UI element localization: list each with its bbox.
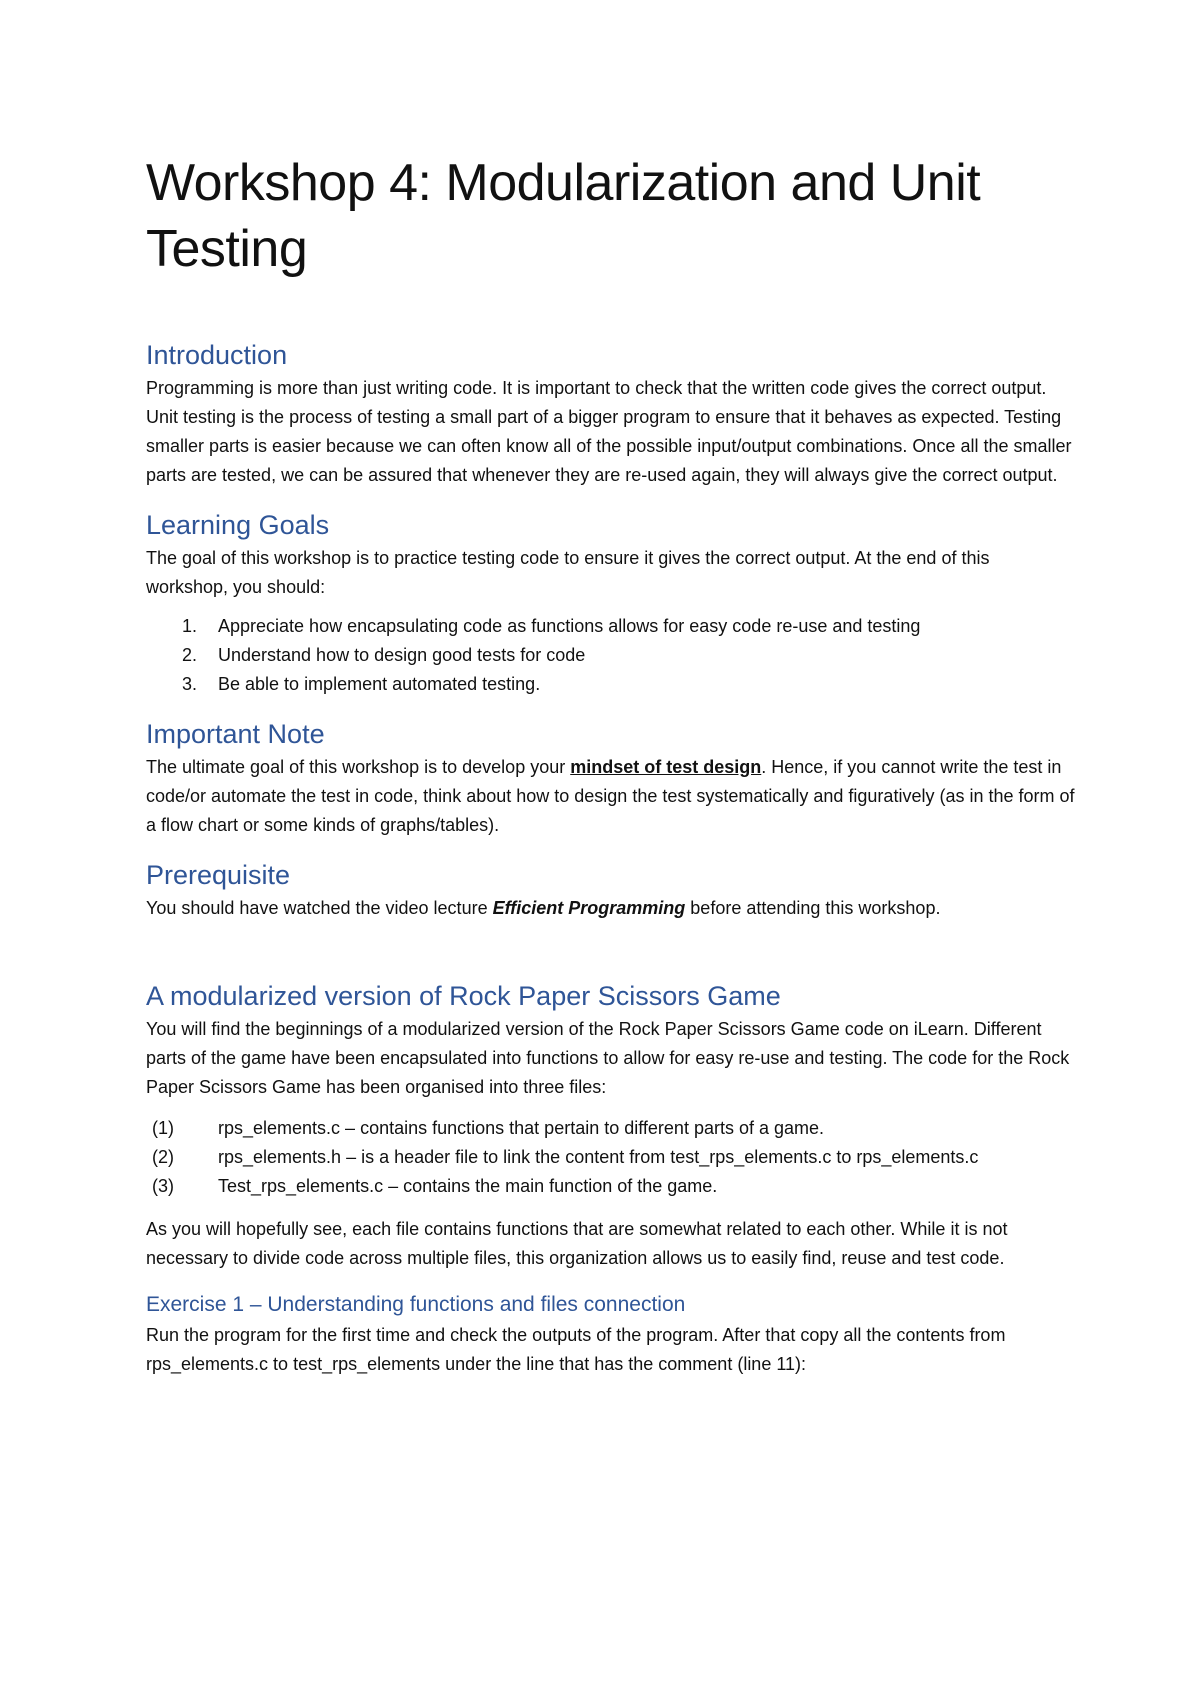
list-marker: (1) [152,1118,174,1138]
prereq-emphasis: Efficient Programming [492,898,686,918]
learning-goals-list [146,612,1076,699]
list-item [146,670,1076,699]
note-text-after: . Hence, if you cannot write the test in code/or automate the test in code, think about how to design the test systematically and figuratively (as in the form of a flow chart or some kinds of graphs/tables). [146,757,1075,835]
rps-heading: A modularized version of Rock Paper Scissors Game [146,981,781,1011]
important-note-paragraph [146,753,1076,840]
intro-paragraph: Programming is more than just writing code. It is important to check that the written code gives the correct output. Unit testing is the process of testing a small part of a bigger program to ensure that it behaves as expected. Testing smaller parts is easier because we can often know all of the possible input/output combinations. Once all the smaller parts are tested, we can be assured that whenever they are re-used again, they will always give the correct output. [146,378,1072,485]
list-item [146,1172,1076,1201]
list-item-text: Appreciate how encapsulating code as functions allows for easy code re-use and testing [218,616,921,636]
list-marker: (2) [152,1147,174,1167]
exercise-1-paragraph: Run the program for the first time and check the outputs of the program. After that copy all the contents from rps_elements.c to test_rps_elements under the line that has the comment (line 11): [146,1325,1006,1374]
note-emphasis: mindset of test design [570,757,762,777]
list-marker: (3) [152,1176,174,1196]
list-item [146,1114,1076,1143]
list-marker: 3. [182,674,198,694]
important-note-heading: Important Note [146,719,325,749]
list-item [146,612,1076,641]
learning-goals-heading: Learning Goals [146,510,330,540]
rps-files-list [146,1114,1076,1201]
list-item-text: Be able to implement automated testing. [218,674,541,694]
list-item [146,641,1076,670]
rps-paragraph-2: As you will hopefully see, each file contains functions that are somewhat related to each other. While it is not necessary to divide code across multiple files, this organization allows us to easily find, reuse and test code. [146,1219,1008,1268]
prereq-text-after: before attending this workshop. [685,898,941,918]
list-item-text: Test_rps_elements.c – contains the main function of the game. [218,1176,718,1196]
list-marker: 1. [182,616,198,636]
prerequisite-paragraph [146,894,1076,923]
document-page [146,150,1076,1397]
rps-paragraph: You will find the beginnings of a modularized version of the Rock Paper Scissors Game code on iLearn. Different parts of the game have been encapsulated into functions to allow for easy re-use and testing. The code for the Rock Paper Scissors Game has been organised into three files: [146,1019,1070,1097]
list-item-text: Understand how to design good tests for code [218,645,586,665]
exercise-1-heading: Exercise 1 – Understanding functions and files connection [146,1293,686,1316]
prereq-text-before: You should have watched the video lecture [146,898,493,918]
intro-heading: Introduction [146,340,288,370]
document-title: Workshop 4: Modularization and Unit Testing [146,154,981,278]
note-text-before: The ultimate goal of this workshop is to develop your [146,757,571,777]
list-item-text: rps_elements.c – contains functions that pertain to different parts of a game. [218,1118,825,1138]
prerequisite-heading: Prerequisite [146,860,291,890]
list-item [146,1143,1076,1172]
list-marker: 2. [182,645,198,665]
list-item-text: rps_elements.h – is a header file to link the content from test_rps_elements.c to rps_elements.c [218,1147,979,1167]
learning-goals-paragraph: The goal of this workshop is to practice testing code to ensure it gives the correct output. At the end of this workshop, you should: [146,548,990,597]
